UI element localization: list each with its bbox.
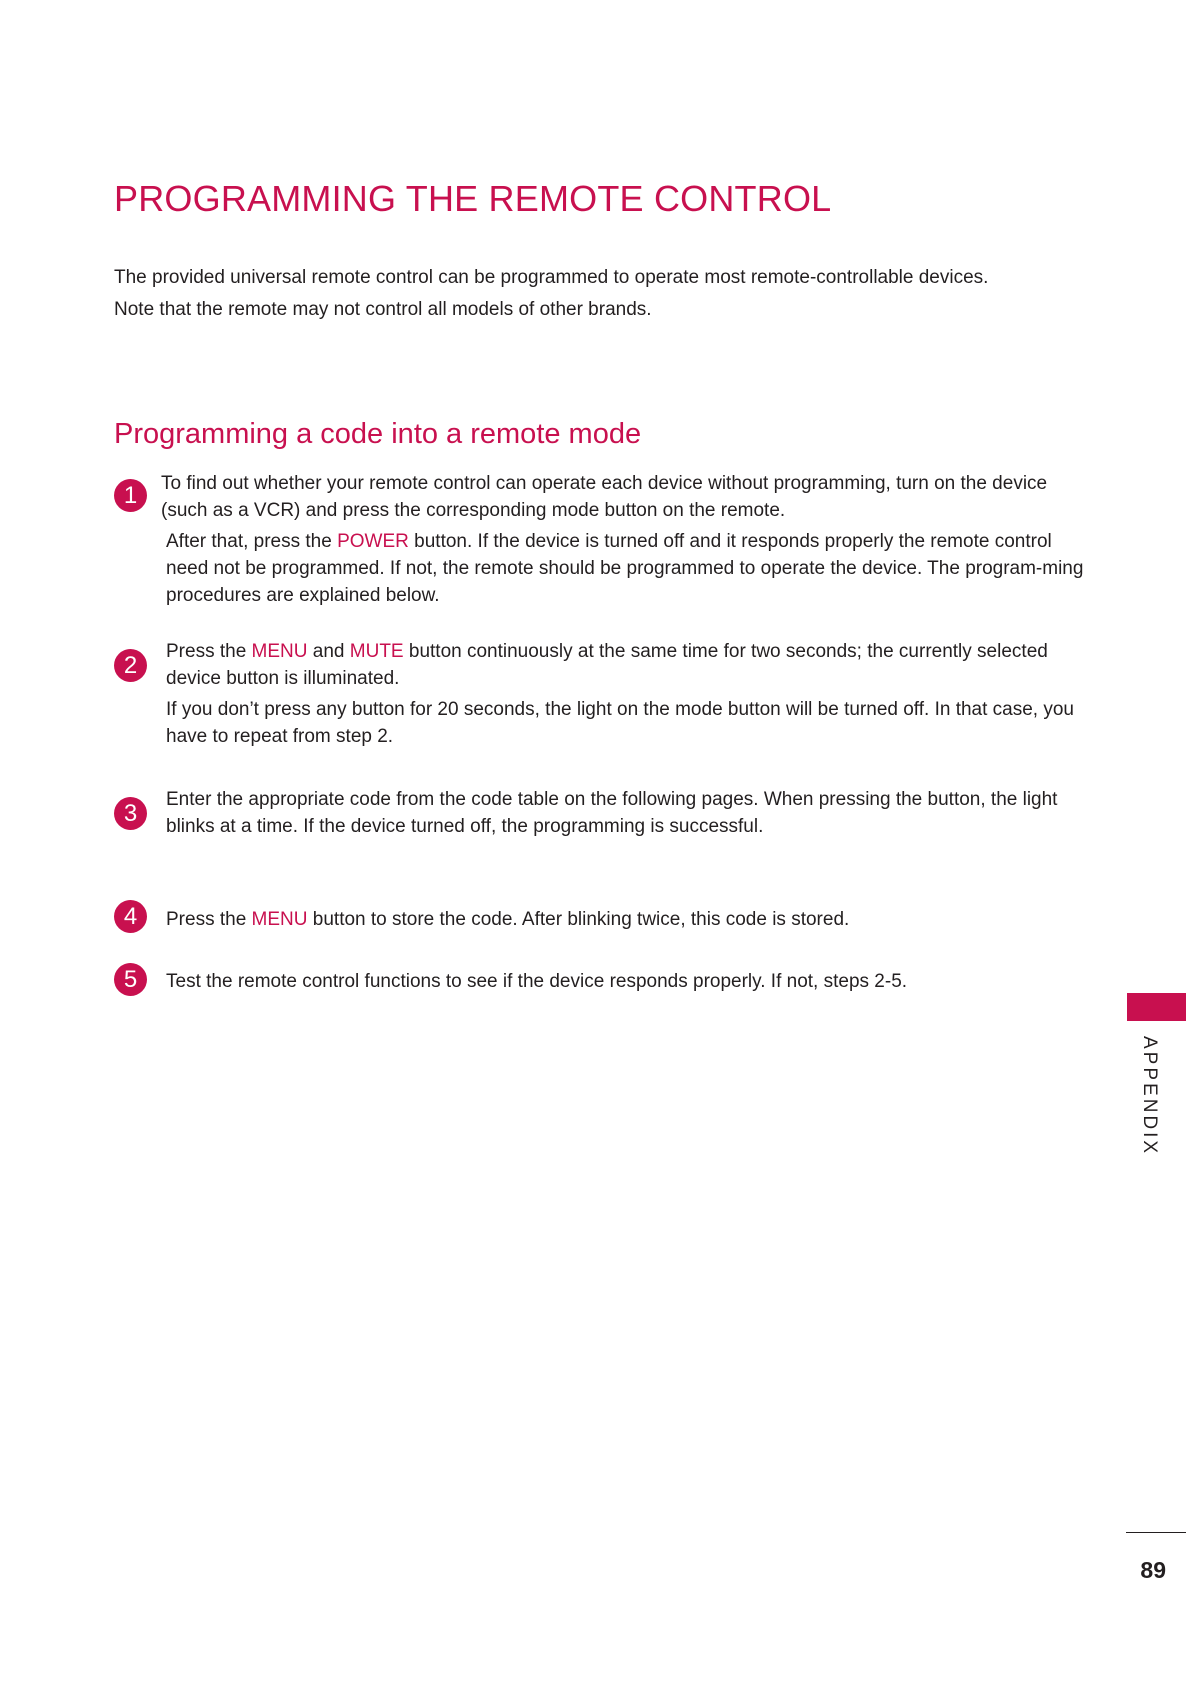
page-title: PROGRAMMING THE REMOTE CONTROL: [114, 178, 832, 219]
step-paragraph: [166, 906, 1086, 933]
text-run: After that, press the: [166, 531, 338, 552]
footer-divider: [1126, 1532, 1186, 1533]
intro-line-1: The provided universal remote control can be programmed to operate most remote-controllable devices.: [114, 267, 989, 288]
step-number-badge: 3: [114, 797, 147, 830]
page-number: 89: [1140, 1557, 1166, 1583]
section-title: Programming a code into a remote mode: [114, 418, 642, 450]
step-number-badge: 1: [114, 479, 147, 512]
step-paragraph: Test the remote control functions to see if the device responds properly. If not, steps 2-5.: [166, 971, 908, 992]
step-number-badge: 4: [114, 900, 147, 933]
section-tab-marker: [1127, 993, 1186, 1021]
intro-text: [114, 262, 1074, 326]
step-text: [166, 906, 1086, 937]
step-paragraph: [166, 638, 1086, 692]
step-paragraph: If you don’t press any button for 20 seconds, the light on the mode button will be turned off. In that case, you have to repeat from step 2.: [166, 699, 1075, 747]
power-button-label: POWER: [337, 531, 409, 552]
menu-button-label: MENU: [251, 909, 308, 930]
step-number-badge: 2: [114, 649, 147, 682]
step-text: [161, 470, 1091, 613]
mute-button-label: MUTE: [349, 641, 404, 662]
step-paragraph: Enter the appropriate code from the code table on the following pages. When pressing the button, the light blinks at a time. If the device turned off, the programming is successful.: [166, 789, 1058, 837]
step-paragraph: [161, 528, 1091, 609]
text-run: button. If the device is turned off and it responds properly the remote control need not be programmed. If not, the remote should be programmed to operate the device. The program-ming procedures are explained below.: [166, 531, 1084, 606]
text-run: Press the: [166, 909, 252, 930]
intro-line-2: Note that the remote may not control all models of other brands.: [114, 299, 652, 320]
appendix-side-label: APPENDIX: [1139, 1036, 1160, 1157]
step-text: [166, 786, 1086, 844]
text-run: button to store the code. After blinking twice, this code is stored.: [307, 909, 850, 930]
step-text: [166, 638, 1086, 754]
menu-button-label: MENU: [251, 641, 308, 662]
text-run: and: [307, 641, 350, 662]
text-run: Press the: [166, 641, 252, 662]
step-paragraph: To find out whether your remote control can operate each device without programming, turn on the device (such as a VCR) and press the corresponding mode button on the remote.: [161, 473, 1048, 521]
step-number-badge: 5: [114, 963, 147, 996]
text-run: button continuously at the same time for two seconds; the currently selected device button is illuminated.: [166, 641, 1048, 689]
step-text: [166, 968, 1086, 999]
